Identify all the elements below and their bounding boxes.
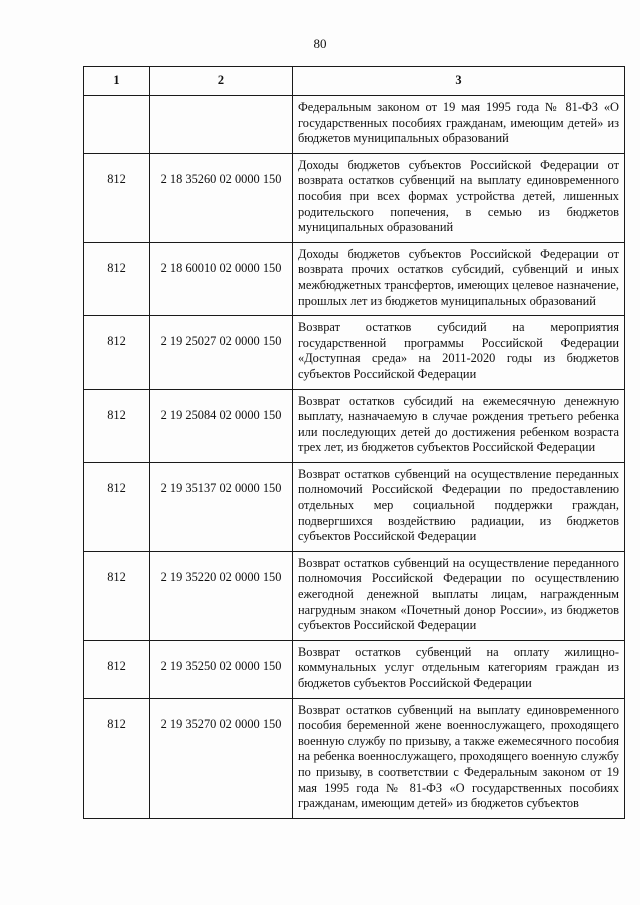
kbk-code-cell: 2 19 35220 02 0000 150	[150, 551, 293, 640]
admin-code-cell: 812	[84, 242, 150, 315]
description-cell: Доходы бюджетов субъектов Российской Федерации от возврата прочих остатков субсидий, субвенций и иных межбюджетных трансфертов, имеющих целевое назначение, прошлых лет из бюджетов муниципальных образований	[293, 242, 625, 315]
admin-code-cell: 812	[84, 698, 150, 818]
kbk-code-cell: 2 18 35260 02 0000 150	[150, 153, 293, 242]
table-header-row	[84, 67, 625, 96]
kbk-code-cell	[150, 96, 293, 154]
description-cell: Федеральным законом от 19 мая 1995 года № 81-ФЗ «О государственных пособиях гражданам, имеющим детей» из бюджетов муниципальных образований	[293, 96, 625, 154]
description-cell: Доходы бюджетов субъектов Российской Федерации от возврата остатков субвенций на выплату единовременного пособия при всех формах устройства детей, лишенных родительского попечения, в семью из бюджетов муниципальных образований	[293, 153, 625, 242]
admin-code-cell	[84, 96, 150, 154]
admin-code-cell: 812	[84, 462, 150, 551]
table-row	[84, 389, 625, 462]
table-row	[84, 640, 625, 698]
column-header-3: 3	[293, 67, 625, 96]
admin-code-cell: 812	[84, 316, 150, 389]
page-number: 80	[313, 36, 327, 51]
admin-code-cell: 812	[84, 551, 150, 640]
admin-code-cell: 812	[84, 640, 150, 698]
column-header-2: 2	[150, 67, 293, 96]
table-row	[84, 462, 625, 551]
admin-code-cell: 812	[84, 389, 150, 462]
description-cell: Возврат остатков субвенций на выплату единовременного пособия беременной жене военнослужащего, проходящего военную службу по призыву, а также ежемесячного пособия на ребенка военнослужащего, проходящего военную службу по призыву, в соответствии с Федеральным законом от 19 мая 1995 года № 81-ФЗ «О государственных пособиях гражданам, имеющим детей» из бюджетов субъектов	[293, 698, 625, 818]
kbk-code-cell: 2 18 60010 02 0000 150	[150, 242, 293, 315]
table-row	[84, 316, 625, 389]
column-header-1: 1	[84, 67, 150, 96]
kbk-code-cell: 2 19 25084 02 0000 150	[150, 389, 293, 462]
description-cell: Возврат остатков субсидий на ежемесячную денежную выплату, назначаемую в случае рождения третьего ребенка или последующих детей до достижения ребенком возраста трех лет, из бюджетов субъектов Российской Федерации	[293, 389, 625, 462]
table-row	[84, 96, 625, 154]
description-cell: Возврат остатков субвенций на осуществление переданного полномочия Российской Федерации по осуществлению ежегодной денежной выплаты лицам, награжденным нагрудным знаком «Почетный донор России», из бюджетов субъектов Российской Федерации	[293, 551, 625, 640]
table-row	[84, 698, 625, 818]
kbk-code-cell: 2 19 25027 02 0000 150	[150, 316, 293, 389]
description-cell: Возврат остатков субвенций на оплату жилищно-коммунальных услуг отдельным категориям граждан из бюджетов субъектов Российской Федерации	[293, 640, 625, 698]
kbk-code-cell: 2 19 35137 02 0000 150	[150, 462, 293, 551]
admin-code-cell: 812	[84, 153, 150, 242]
table-row	[84, 242, 625, 315]
budget-classification-table	[83, 66, 625, 819]
description-cell: Возврат остатков субсидий на мероприятия государственной программы Российской Федерации «Доступная среда» на 2011-2020 годы из бюджетов субъектов Российской Федерации	[293, 316, 625, 389]
description-cell: Возврат остатков субвенций на осуществление переданных полномочий Российской Федерации по предоставлению отдельных мер социальной поддержки граждан, подвергшихся воздействию радиации, из бюджетов субъектов Российской Федерации	[293, 462, 625, 551]
table-row	[84, 551, 625, 640]
kbk-code-cell: 2 19 35270 02 0000 150	[150, 698, 293, 818]
table-row	[84, 153, 625, 242]
kbk-code-cell: 2 19 35250 02 0000 150	[150, 640, 293, 698]
